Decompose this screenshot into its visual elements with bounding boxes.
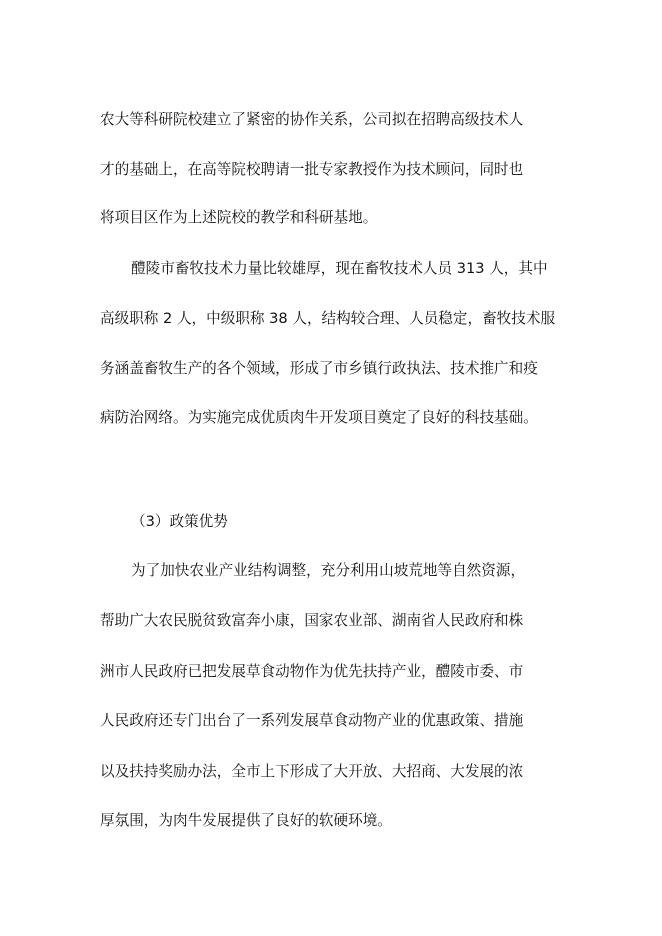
paragraph-1-line-1: 农大等科研院校建立了紧密的协作关系，公司拟在招聘高级技术人 (100, 111, 524, 128)
paragraph-1-line-3: 将项目区作为上述院校的教学和科研基地。 (100, 209, 378, 226)
paragraph-3-line-2: 帮助广大农民脱贫致富奔小康，国家农业部、湖南省人民政府和株 (100, 612, 524, 629)
paragraph-3-line-1: 为了加快农业产业结构调整，充分利用山坡荒地等自然资源， (131, 562, 526, 579)
paragraph-3-line-4: 人民政府还专门出台了一系列发展草食动物产业的优惠政策、措施 (100, 712, 524, 729)
paragraph-2-line-1: 醴陵市畜牧技术力量比较雄厚，现在畜牧技术人员 313 人，其中 (131, 260, 548, 277)
section-heading: （3）政策优势 (131, 513, 228, 530)
paragraph-3-line-5: 以及扶持奖励办法，全市上下形成了大开放、大招商、大发展的浓 (100, 763, 524, 780)
paragraph-3-line-6: 厚氛围，为肉牛发展提供了良好的软硬环境。 (100, 812, 392, 829)
paragraph-2-line-2: 高级职称 2 人，中级职称 38 人，结构较合理、人员稳定，畜牧技术服 (100, 310, 556, 327)
paragraph-2-line-4: 病防治网络。为实施完成优质肉牛开发项目奠定了良好的科技基础。 (100, 409, 538, 426)
paragraph-3-line-3: 洲市人民政府已把发展草食动物作为优先扶持产业，醴陵市委、市 (100, 663, 524, 680)
paragraph-1-line-2: 才的基础上，在高等院校聘请一批专家教授作为技术顾问，同时也 (100, 161, 524, 178)
paragraph-2-line-3: 务涵盖畜牧生产的各个领域，形成了市乡镇行政执法、技术推广和疫 (100, 360, 538, 377)
